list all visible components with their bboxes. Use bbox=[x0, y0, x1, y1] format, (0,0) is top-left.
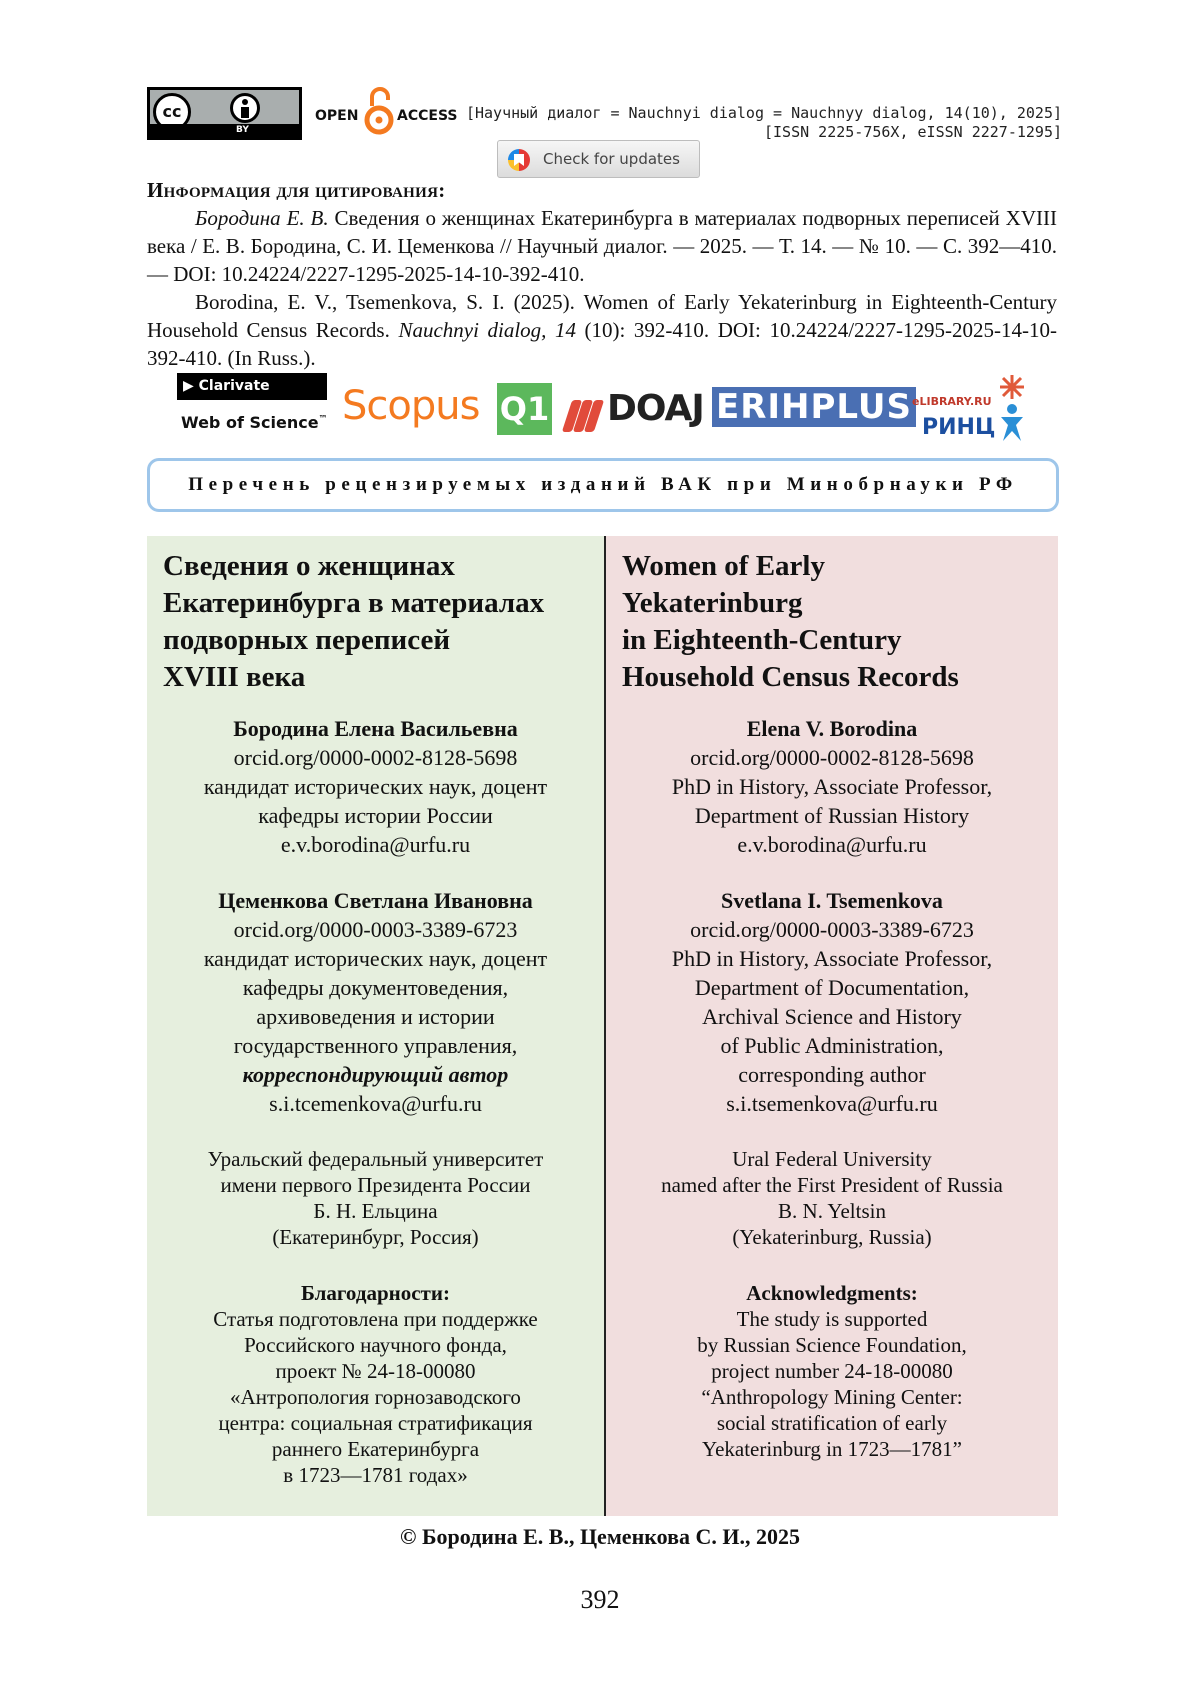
en-author1-email[interactable]: e.v.borodina@urfu.ru bbox=[737, 832, 927, 857]
ru-ack-line: раннего Екатеринбурга bbox=[271, 1437, 480, 1461]
oa-open-label: OPEN bbox=[315, 108, 359, 124]
en-ack-line: by Russian Science Foundation, bbox=[697, 1333, 967, 1357]
russian-column bbox=[147, 536, 604, 1516]
ru-author1-department: кафедры истории России bbox=[258, 803, 493, 828]
q1-badge: Q1 bbox=[497, 383, 552, 435]
ru-author2-position: кандидат исторических наук, доцент bbox=[203, 946, 548, 971]
cc-by-license-badge[interactable] bbox=[147, 87, 302, 140]
en-author1 bbox=[606, 714, 1058, 859]
scopus-logo[interactable]: Scopus bbox=[342, 383, 480, 429]
citation-heading: Информация для цитирования: bbox=[147, 178, 446, 202]
attribution-person-icon bbox=[230, 93, 260, 123]
web-of-science-logo[interactable] bbox=[181, 413, 328, 432]
en-author2-name: Svetlana I. Tsemenkova bbox=[721, 888, 943, 913]
elibrary-rinc-logo[interactable] bbox=[912, 373, 1027, 443]
ru-author2-department: архивоведения и истории bbox=[256, 1004, 495, 1029]
en-article-title bbox=[622, 548, 959, 696]
en-affiliation-line: Ural Federal University bbox=[732, 1147, 932, 1171]
ru-affiliation-line: Б. Н. Ельцина bbox=[313, 1199, 438, 1223]
citation-en-tail: (10): 392-410. DOI: 10.24224/2227-1295-2025-14-10-392-410. (In Russ.). bbox=[147, 318, 1057, 370]
en-author1-orcid[interactable]: orcid.org/0000-0002-8128-5698 bbox=[690, 745, 974, 770]
ru-author2-department: кафедры документоведения, bbox=[242, 975, 509, 1000]
ru-title-line: XVIII века bbox=[163, 661, 306, 693]
ru-author2-email[interactable]: s.i.tcemenkova@urfu.ru bbox=[269, 1091, 482, 1116]
en-author1-name: Elena V. Borodina bbox=[746, 716, 918, 741]
ru-author1-orcid[interactable]: orcid.org/0000-0002-8128-5698 bbox=[233, 745, 518, 770]
ru-ack-line: «Антропология горнозаводского bbox=[230, 1385, 521, 1409]
wos-label: Web of Science bbox=[181, 413, 319, 432]
en-affiliation-line: (Yekaterinburg, Russia) bbox=[732, 1225, 932, 1249]
wos-tm: ™ bbox=[318, 414, 328, 425]
en-ack-heading: Acknowledgments: bbox=[746, 1281, 918, 1305]
ru-ack-line: Статья подготовлена при поддержке bbox=[213, 1307, 538, 1331]
citation-ru-author: Бородина Е. В. bbox=[195, 206, 329, 230]
en-ack-line: project number 24-18-00080 bbox=[711, 1359, 953, 1383]
ru-ack-line: проект № 24-18-00080 bbox=[275, 1359, 476, 1383]
en-author1-position: PhD in History, Associate Professor, bbox=[671, 774, 993, 799]
en-affiliation-line: named after the First President of Russia bbox=[661, 1173, 1003, 1197]
check-updates-label: Check for updates bbox=[543, 150, 680, 168]
journal-reference bbox=[466, 104, 1062, 142]
doaj-icon bbox=[565, 400, 601, 432]
en-ack-line: social stratification of early bbox=[716, 1411, 948, 1435]
ru-affiliation bbox=[147, 1146, 604, 1250]
ru-affiliation-line: Уральский федеральный университет bbox=[207, 1147, 544, 1171]
ru-corresponding-author: корреспондирующий автор bbox=[242, 1062, 509, 1087]
ru-author2-department: государственного управления, bbox=[233, 1033, 518, 1058]
en-affiliation bbox=[606, 1146, 1058, 1250]
en-author2-email[interactable]: s.i.tsemenkova@urfu.ru bbox=[726, 1091, 938, 1116]
ru-article-title bbox=[163, 548, 544, 696]
ru-title-line: Екатеринбурга в материалах bbox=[163, 587, 545, 619]
doaj-logo[interactable]: DOAJ bbox=[607, 388, 704, 429]
cc-icon: cc bbox=[153, 93, 191, 131]
indexing-logos bbox=[147, 373, 1057, 443]
ru-author1-name: Бородина Елена Васильевна bbox=[233, 716, 518, 741]
crossmark-icon bbox=[508, 149, 530, 171]
citation-ru-text: Сведения о женщинах Екатеринбурга в материалах подворных переписей XVIII века / Е. В. Бородина, С. И. Цеменкова // Научный диалог. — 2025. — Т. 14. — № 10. — С. 392—410. — DOI: 10.24224/2227-1295-2025-14-10-392-410. bbox=[147, 206, 1057, 286]
en-ack-line: The study is supported bbox=[736, 1307, 928, 1331]
ru-affiliation-line: (Екатеринбург, Россия) bbox=[272, 1225, 479, 1249]
citation-en-journal: Nauchnyi dialog, 14 bbox=[398, 318, 576, 342]
ru-author2-orcid[interactable]: orcid.org/0000-0003-3389-6723 bbox=[233, 917, 518, 942]
en-author2-department: Department of Documentation, bbox=[694, 975, 970, 1000]
citation-en-text: Borodina, E. V., Tsemenkova, S. I. (2025). Women of Early Yekaterinburg in Eighteenth-Century Household Census Records. bbox=[147, 290, 1057, 342]
en-author2-department: Archival Science and History bbox=[702, 1004, 962, 1029]
en-title-line: Women of Early bbox=[622, 550, 825, 582]
en-corresponding-author: corresponding author bbox=[738, 1062, 926, 1087]
ru-author1-position: кандидат исторических наук, доцент bbox=[203, 774, 548, 799]
rinc-label: РИНЦ bbox=[922, 415, 996, 440]
ru-title-line: подворных переписей bbox=[163, 624, 451, 656]
en-affiliation-line: B. N. Yeltsin bbox=[778, 1199, 886, 1223]
ru-ack-line: центра: социальная стратификация bbox=[218, 1411, 533, 1435]
clarivate-label: Clarivate bbox=[198, 378, 270, 394]
en-title-line: Yekaterinburg bbox=[622, 587, 803, 619]
citation-block bbox=[147, 176, 1057, 372]
ru-ack-line: в 1723—1781 годах» bbox=[283, 1463, 468, 1487]
clarivate-logo[interactable]: ▶ Clarivate bbox=[177, 373, 327, 400]
en-author2-orcid[interactable]: orcid.org/0000-0003-3389-6723 bbox=[690, 917, 974, 942]
cc-strip bbox=[150, 124, 299, 137]
ru-title-line: Сведения о женщинах bbox=[163, 550, 455, 582]
vak-list-banner: Перечень рецензируемых изданий ВАК при Минобрнауки РФ bbox=[147, 458, 1059, 512]
en-author2-department: of Public Administration, bbox=[720, 1033, 944, 1058]
ru-author1 bbox=[147, 714, 604, 859]
citation-ru bbox=[147, 204, 1057, 288]
page-number: 392 bbox=[580, 1585, 620, 1614]
check-for-updates-button[interactable] bbox=[497, 140, 700, 178]
ru-ack-line: Российского научного фонда, bbox=[244, 1333, 507, 1357]
journal-line-2: [ISSN 2225-756X, eISSN 2227-1295] bbox=[763, 123, 1062, 141]
ru-ack-heading: Благодарности: bbox=[301, 1281, 450, 1305]
english-column bbox=[606, 536, 1058, 1516]
copyright-line: © Бородина Е. В., Цеменкова С. И., 2025 bbox=[400, 1524, 800, 1549]
en-acknowledgments bbox=[606, 1280, 1058, 1462]
en-author2-position: PhD in History, Associate Professor, bbox=[671, 946, 993, 971]
en-author2 bbox=[606, 886, 1058, 1118]
elibrary-label: eLIBRARY.RU bbox=[912, 395, 992, 408]
ru-author1-email[interactable]: e.v.borodina@urfu.ru bbox=[280, 832, 471, 857]
en-title-line: Household Census Records bbox=[622, 661, 959, 693]
journal-line-1: [Научный диалог = Nauchnyi dialog = Nauchnyy dialog, 14(10), 2025] bbox=[465, 104, 1062, 122]
en-ack-line: Yekaterinburg in 1723—1781” bbox=[702, 1437, 962, 1461]
en-ack-line: “Anthropology Mining Center: bbox=[701, 1385, 963, 1409]
open-access-logo bbox=[315, 86, 458, 138]
ru-author2-name: Цеменкова Светлана Ивановна bbox=[218, 888, 533, 913]
en-author1-department: Department of Russian History bbox=[694, 803, 970, 828]
open-access-lock-icon bbox=[363, 86, 395, 136]
ru-acknowledgments bbox=[147, 1280, 604, 1488]
en-title-line: in Eighteenth-Century bbox=[622, 624, 902, 656]
oa-access-label: ACCESS bbox=[397, 108, 458, 124]
ru-affiliation-line: имени первого Президента России bbox=[220, 1173, 531, 1197]
citation-en bbox=[147, 288, 1057, 372]
by-label: BY bbox=[236, 125, 249, 135]
ru-author2 bbox=[147, 886, 604, 1118]
rinc-person-icon bbox=[997, 373, 1027, 443]
erihplus-logo[interactable]: ERIHPLUS bbox=[712, 387, 916, 427]
